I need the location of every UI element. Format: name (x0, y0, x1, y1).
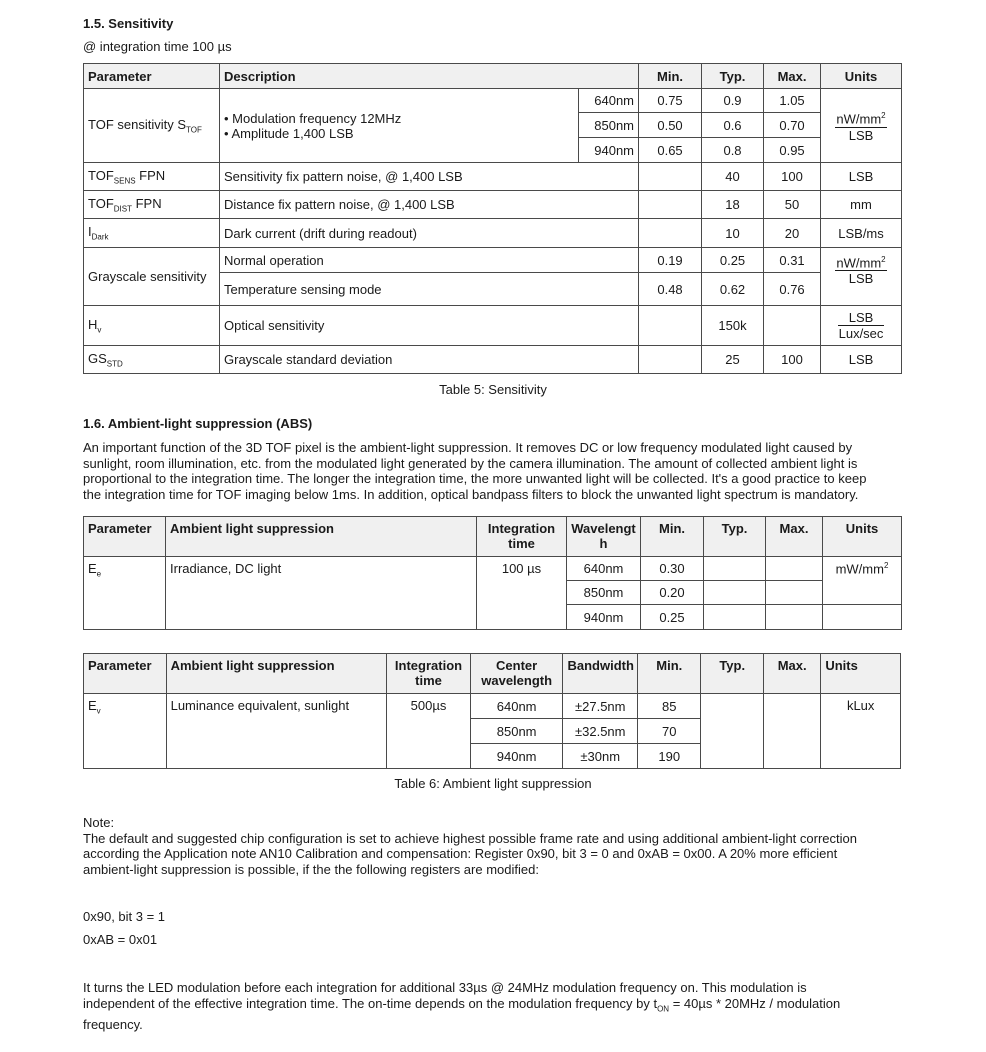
table-row (84, 89, 902, 113)
list-item: • Modulation frequency 12MHz (224, 111, 574, 126)
irradiance-unit-blank (823, 605, 902, 630)
dark-current-unit: LSB/ms (821, 219, 902, 248)
tof-min: 0.50 (639, 113, 702, 138)
final-paragraph (83, 980, 913, 1032)
note-line: The default and suggested chip configuration is set to achieve highest possible frame rate and using additional ambient-light correction (83, 830, 857, 846)
header-parameter: Parameter (84, 654, 167, 694)
luminance-param: $E_v$ (84, 694, 167, 769)
header-integration: Integration time (477, 517, 567, 557)
sens-fpn-max: 100 (764, 163, 821, 191)
irradiance-unit: $mW/mm^2$ (823, 557, 902, 605)
irradiance-max (766, 605, 823, 630)
tof-max: 0.95 (764, 138, 821, 163)
luminance-wl: 850nm (470, 719, 563, 744)
irradiance-wl: 640nm (567, 557, 641, 581)
register-setting-1: 0x90, bit 3 = 1 (83, 909, 166, 924)
table-row (84, 694, 901, 719)
table-row (84, 163, 902, 191)
sens-fpn-unit: LSB (821, 163, 902, 191)
tof-wl: 640nm (579, 89, 639, 113)
section-heading-sensitivity: 1.5. Sensitivity (83, 16, 174, 31)
gs-unit: LSB (821, 346, 902, 374)
paragraph-line: the integration time for TOF imaging below 1ms. In addition, optical bandpass filters to block the unwanted light spectrum is mandatory. (83, 486, 859, 502)
hv-param: $H_v$ (84, 306, 220, 346)
register-setting-2: 0xAB = 0x01 (83, 932, 158, 947)
dist-fpn-unit: mm (821, 191, 902, 219)
luminance-max (763, 694, 820, 769)
note-block (83, 815, 913, 877)
tof-typ: 0.8 (702, 138, 764, 163)
header-suppression: Ambient light suppression (166, 654, 387, 694)
table-row (84, 191, 902, 219)
paragraph-line: frequency. (83, 1016, 143, 1032)
hv-min (639, 306, 702, 346)
table-header-row (84, 517, 902, 557)
header-bandwidth: Bandwidth (563, 654, 638, 694)
tof-units: $\frac{nW/mm^2}{\text{LSB}}$ (821, 89, 902, 163)
irradiance-wl: 850nm (567, 581, 641, 605)
paragraph-line: independent of the effective integration time. The on-time depends on the modulation frequency by $t_{ON} = 40\mu s * 20MHz$ / modulation (83, 995, 841, 1014)
header-units: Units (821, 64, 902, 89)
header-max: Max. (763, 654, 820, 694)
list-item: • Amplitude 1,400 LSB (224, 126, 574, 141)
luminance-unit: kLux (821, 694, 901, 769)
table-header-row (84, 654, 901, 694)
paragraph-line: An important function of the 3D TOF pixel is the ambient-light suppression. It removes DC or low frequency modulated light caused by (83, 440, 853, 455)
luminance-wl: 940nm (470, 744, 563, 769)
header-units: Units (823, 517, 902, 557)
luminance-min: 70 (638, 719, 701, 744)
sensitivity-subheading: @ integration time 100 µs (83, 39, 232, 54)
header-min: Min. (638, 654, 701, 694)
sensitivity-table (83, 63, 902, 374)
header-typ: Typ. (701, 654, 763, 694)
header-units: Units (821, 654, 901, 694)
note-line: according the Application note AN10 Calibration and compensation: Register 0x90, bit 3 = 0 and 0xAB = 0x00. A 20% more efficient (83, 846, 838, 861)
header-description: Description (220, 64, 639, 89)
hv-desc: Optical sensitivity (220, 306, 639, 346)
luminance-typ (701, 694, 763, 769)
irradiance-max (766, 557, 823, 581)
grayscale-max: 0.76 (764, 273, 821, 306)
tof-sensitivity-param: TOF sensitivity $S_{TOF}$ (84, 89, 220, 163)
abs-irradiance-table (83, 516, 902, 630)
luminance-bw: ±30nm (563, 744, 638, 769)
luminance-min: 190 (638, 744, 701, 769)
sens-fpn-desc: Sensitivity fix pattern noise, @ 1,400 LSB (220, 163, 639, 191)
grayscale-desc: Normal operation (220, 248, 639, 273)
irradiance-integration: 100 µs (477, 557, 567, 630)
header-min: Min. (641, 517, 704, 557)
irradiance-max (766, 581, 823, 605)
irradiance-param: $E_e$ (84, 557, 166, 630)
table-row (84, 248, 902, 273)
dark-current-typ: 10 (702, 219, 764, 248)
grayscale-units: $\frac{nW/mm^2}{\text{LSB}}$ (821, 248, 902, 306)
irradiance-wl: 940nm (567, 605, 641, 630)
header-center-wavelength: Center wavelength (470, 654, 563, 694)
luminance-bw: ±32.5nm (563, 719, 638, 744)
section-heading-abs: 1.6. Ambient-light suppression (ABS) (83, 416, 313, 431)
table-header-row (84, 64, 902, 89)
luminance-bw: ±27.5nm (563, 694, 638, 719)
luminance-integration: 500µs (387, 694, 471, 769)
dark-current-param: $I_{Dark}$ (84, 219, 220, 248)
paragraph-line: sunlight, room illumination, etc. from the modulated light generated by the camera illumination. The amount of collected ambient light is (83, 455, 858, 471)
paragraph-line: It turns the LED modulation before each integration for additional 33µs @ 24MHz modulation frequency on. This modulation is (83, 980, 807, 995)
header-max: Max. (764, 64, 821, 89)
grayscale-typ: 0.25 (702, 248, 764, 273)
abs-luminance-table (83, 653, 901, 769)
gs-typ: 25 (702, 346, 764, 374)
header-suppression: Ambient light suppression (166, 517, 477, 557)
header-typ: Typ. (702, 64, 764, 89)
hv-typ: 150k (702, 306, 764, 346)
table-row (84, 346, 902, 374)
header-max: Max. (766, 517, 823, 557)
irradiance-min: 0.30 (641, 557, 704, 581)
tof-min: 0.75 (639, 89, 702, 113)
tof-max: 1.05 (764, 89, 821, 113)
grayscale-typ: 0.62 (702, 273, 764, 306)
header-typ: Typ. (704, 517, 766, 557)
irradiance-typ (704, 557, 766, 581)
header-wavelength: Wavelengt h (567, 517, 641, 557)
hv-max (764, 306, 821, 346)
hv-units: $\frac{\text{LSB}}{\text{Lux/sec}}$ (821, 306, 902, 346)
note-title: Note: (83, 815, 115, 830)
sens-fpn-min (639, 163, 702, 191)
dark-current-min (639, 219, 702, 248)
header-parameter: Parameter (84, 64, 220, 89)
grayscale-min: 0.48 (639, 273, 702, 306)
dist-fpn-max: 50 (764, 191, 821, 219)
gs-param: $GS_{STD}$ (84, 346, 220, 374)
table-caption: Table 5: Sensitivity (439, 382, 547, 397)
grayscale-desc: Temperature sensing mode (220, 273, 639, 306)
irradiance-min: 0.25 (641, 605, 704, 630)
table-row (84, 557, 902, 581)
gs-max: 100 (764, 346, 821, 374)
irradiance-typ (704, 605, 766, 630)
dist-fpn-desc: Distance fix pattern noise, @ 1,400 LSB (220, 191, 639, 219)
gs-min (639, 346, 702, 374)
table-row (84, 306, 902, 346)
table-row (84, 219, 902, 248)
dist-fpn-min (639, 191, 702, 219)
sens-fpn-param: $TOF_{SENS}$ FPN (84, 163, 220, 191)
tof-max: 0.70 (764, 113, 821, 138)
tof-typ: 0.9 (702, 89, 764, 113)
tof-wl: 850nm (579, 113, 639, 138)
tof-min: 0.65 (639, 138, 702, 163)
dist-fpn-typ: 18 (702, 191, 764, 219)
abs-paragraph (83, 440, 913, 502)
table-caption: Table 6: Ambient light suppression (394, 776, 592, 791)
sens-fpn-typ: 40 (702, 163, 764, 191)
note-line: ambient-light suppression is possible, if the the following registers are modified: (83, 861, 539, 877)
irradiance-typ (704, 581, 766, 605)
irradiance-min: 0.20 (641, 581, 704, 605)
luminance-desc: Luminance equivalent, sunlight (166, 694, 387, 769)
paragraph-line: proportional to the integration time. The longer the integration time, the more unwanted light will be collected. It's a good practice to keep (83, 471, 867, 486)
dist-fpn-param: $TOF_{DIST}$ FPN (84, 191, 220, 219)
grayscale-param: Grayscale sensitivity (84, 248, 220, 306)
dark-current-max: 20 (764, 219, 821, 248)
header-parameter: Parameter (84, 517, 166, 557)
tof-wl: 940nm (579, 138, 639, 163)
header-integration: Integration time (387, 654, 471, 694)
tof-sensitivity-desc (220, 89, 579, 163)
tof-typ: 0.6 (702, 113, 764, 138)
grayscale-max: 0.31 (764, 248, 821, 273)
dark-current-desc: Dark current (drift during readout) (220, 219, 639, 248)
luminance-wl: 640nm (470, 694, 563, 719)
irradiance-desc: Irradiance, DC light (166, 557, 477, 630)
header-min: Min. (639, 64, 702, 89)
gs-desc: Grayscale standard deviation (220, 346, 639, 374)
luminance-min: 85 (638, 694, 701, 719)
grayscale-min: 0.19 (639, 248, 702, 273)
